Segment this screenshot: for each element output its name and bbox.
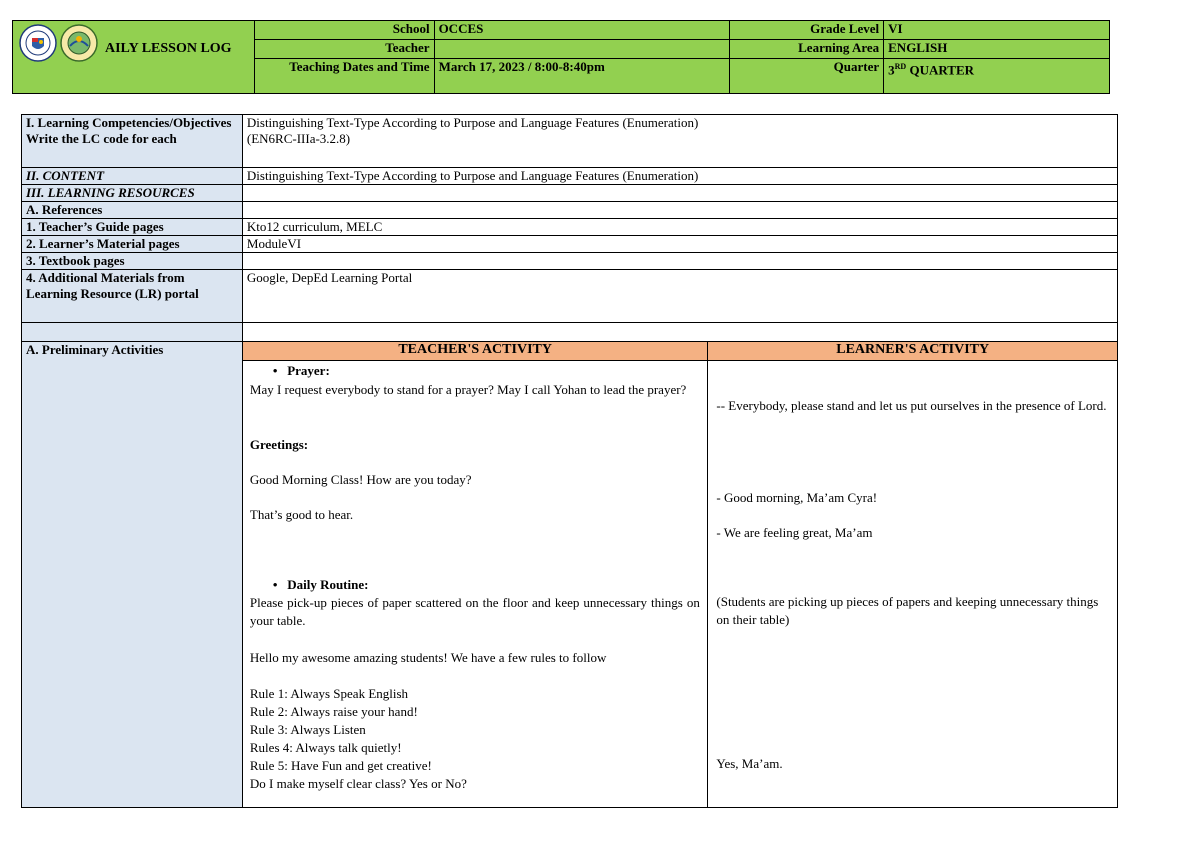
school-value: OCCES — [434, 21, 730, 40]
learner-activity-header: LEARNER'S ACTIVITY — [708, 342, 1118, 361]
area-value: ENGLISH — [884, 40, 1110, 59]
content-label: II. CONTENT — [22, 168, 243, 185]
references-label: A. References — [22, 202, 243, 219]
grade-label: Grade Level — [730, 21, 884, 40]
learner-yes-text: Yes, Ma’am. — [716, 756, 783, 771]
content-value: Distinguishing Text-Type According to Purpose and Language Features (Enumeration) — [242, 168, 1117, 185]
textbook-label: 3. Textbook pages — [22, 253, 243, 270]
dates-value: March 17, 2023 / 8:00-8:40pm — [434, 59, 730, 94]
teacher-activity-cell — [242, 361, 708, 808]
header-table — [12, 20, 1110, 94]
deped-seal-icon — [19, 24, 57, 62]
rules-list — [250, 685, 467, 793]
learner-routine-text: (Students are picking up pieces of papers and keeping unnecessary things on their table) — [716, 594, 1099, 627]
references-value — [242, 202, 1117, 219]
routine-text: Please pick-up pieces of paper scattered on the floor and keep unnecessary things on your table. — [249, 595, 700, 628]
rule-item: Rule 3: Always Listen — [249, 722, 366, 737]
additional-materials-value: Google, DepEd Learning Portal — [242, 270, 1117, 323]
quarter-label: Quarter — [730, 59, 884, 94]
rule-item: Rule 1: Always Speak English — [249, 686, 409, 701]
rule-item: Rule 5: Have Fun and get creative! — [249, 758, 432, 773]
learner-activity-cell — [708, 361, 1118, 808]
rule-item: Rule 2: Always raise your hand! — [249, 704, 418, 719]
greetings-heading: Greetings: — [249, 437, 309, 452]
textbook-value — [242, 253, 1117, 270]
teacher-value — [434, 40, 730, 59]
preliminary-label: A. Preliminary Activities — [22, 342, 243, 808]
resources-value — [242, 185, 1117, 202]
rule-item: Do I make myself clear class? Yes or No? — [249, 776, 467, 791]
prayer-heading: • Prayer: — [272, 363, 330, 378]
dates-label: Teaching Dates and Time — [254, 59, 434, 94]
teachers-guide-label: 1. Teacher’s Guide pages — [22, 219, 243, 236]
resources-label: III. LEARNING RESOURCES — [22, 185, 243, 202]
teachers-guide-value: Kto12 curriculum, MELC — [242, 219, 1117, 236]
teacher-activity-header: TEACHER'S ACTIVITY — [242, 342, 708, 361]
learner-prayer-text: -- Everybody, please stand and let us put ourselves in the presence of Lord. — [716, 398, 1107, 413]
quarter-value: 3RD QUARTER — [884, 59, 1110, 94]
teacher-label: Teacher — [254, 40, 434, 59]
doc-title: AILY LESSON LOG — [105, 41, 232, 56]
additional-materials-label: 4. Additional Materials from Learning Resource (LR) portal — [22, 270, 243, 323]
prayer-text: May I request everybody to stand for a prayer? May I call Yohan to lead the prayer? — [249, 382, 687, 397]
grade-value: VI — [884, 21, 1110, 40]
spacer-label — [22, 323, 243, 342]
lesson-table — [21, 114, 1118, 808]
rule-item: Rules 4: Always talk quietly! — [249, 740, 402, 755]
greeting-text: Good Morning Class! How are you today? — [249, 472, 472, 487]
objectives-label: I. Learning Competencies/Objectives Write the LC code for each — [22, 115, 243, 168]
objectives-value: Distinguishing Text-Type According to Purpose and Language Features (Enumeration) (EN6RC-IIIa-3.2.8) — [242, 115, 1117, 168]
region-seal-icon — [60, 24, 98, 62]
logo-title-cell — [13, 21, 255, 94]
learner-greeting-text: - Good morning, Ma’am Cyra! — [716, 490, 878, 505]
routine-heading: • Daily Routine: — [272, 577, 369, 592]
spacer-value — [242, 323, 1117, 342]
learner-feeling-text: - We are feeling great, Ma’am — [716, 525, 873, 540]
learners-material-value: ModuleVI — [242, 236, 1117, 253]
rules-intro-text: Hello my awesome amazing students! We have a few rules to follow — [249, 650, 607, 665]
school-label: School — [254, 21, 434, 40]
learners-material-label: 2. Learner’s Material pages — [22, 236, 243, 253]
good-to-hear-text: That’s good to hear. — [249, 507, 354, 522]
area-label: Learning Area — [730, 40, 884, 59]
